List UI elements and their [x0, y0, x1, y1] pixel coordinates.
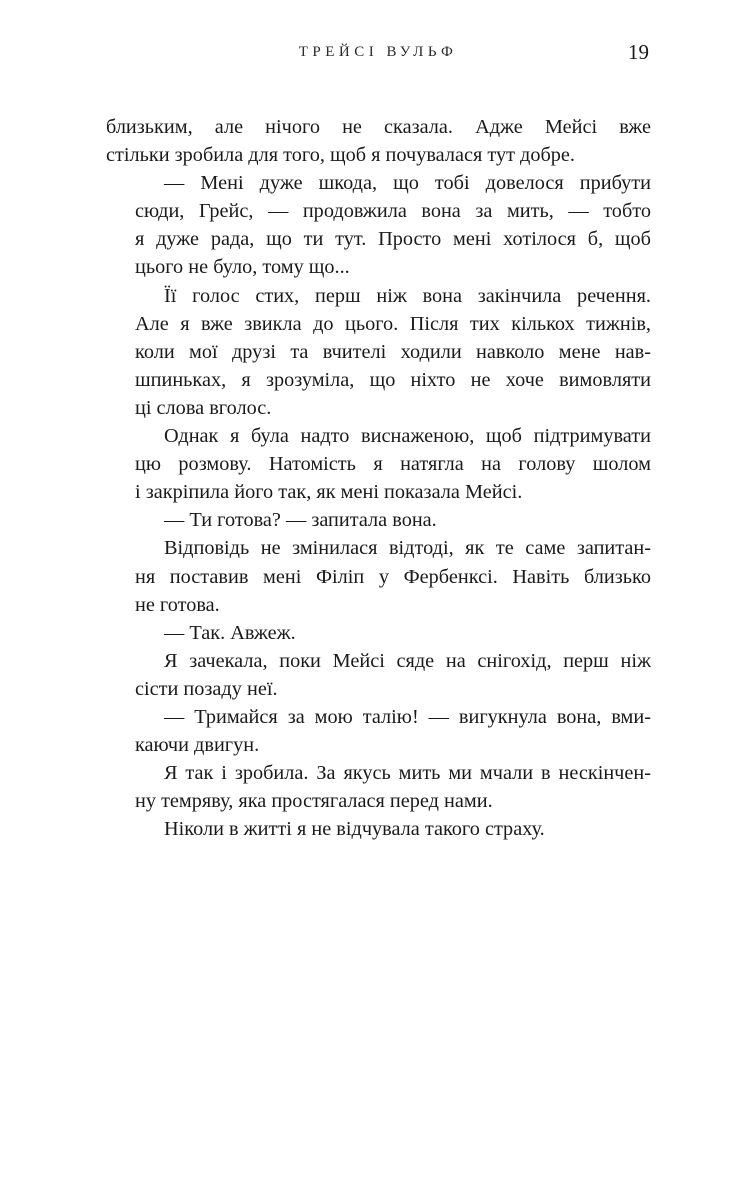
text-line: — Так. Авжеж.: [164, 621, 296, 644]
text-line: ня поставив мені Філіп у Фербенксі. Навіть близько: [135, 565, 651, 588]
text-line: сісти позаду неї.: [135, 677, 278, 700]
text-line: стільки зробила для того, щоб я почувалася тут добре.: [106, 144, 576, 167]
text-line: Але я вже звикла до цього. Після тих кількох тижнів,: [135, 312, 651, 335]
text-line: ну темряву, яка простягалася перед нами.: [135, 790, 493, 813]
text-line: шпиньках, я зрозуміла, що ніхто не хоче вимовляти: [135, 368, 651, 391]
text-line: цю розмову. Натомість я натягла на голову шолом: [135, 453, 651, 476]
paragraph: [106, 282, 651, 422]
paragraph: [106, 815, 651, 843]
text-line: — Ти готова? — запитала вона.: [164, 509, 437, 532]
text-line: не готова.: [135, 593, 220, 616]
text-line: Я так і зробила. За якусь мить ми мчали в нескінчен-: [164, 762, 651, 785]
text-line: близьким, але нічого не сказала. Адже Мейсі вже: [106, 116, 651, 138]
text-line: ці слова вголос.: [135, 396, 272, 419]
text-line: Її голос стих, перш ніж вона закінчила речення.: [164, 284, 651, 307]
paragraph: [106, 506, 651, 534]
text-line: Я зачекала, поки Мейсі сяде на снігохід, перш ніж: [164, 649, 651, 672]
text-line: і закріпила його так, як мені показала Мейсі.: [135, 481, 523, 504]
paragraph: [106, 759, 651, 815]
text-line: Однак я була надто виснаженою, щоб підтримувати: [164, 425, 651, 448]
text-line: цього не було, тому що...: [135, 256, 350, 279]
paragraph: [106, 534, 651, 618]
body-text: [106, 113, 651, 843]
paragraph: [106, 169, 651, 281]
running-head-author: ТРЕЙСІ ВУЛЬФ: [298, 44, 458, 60]
text-line: — Мені дуже шкода, що тобі довелося прибути: [164, 172, 651, 195]
paragraph: [106, 619, 651, 647]
text-line: я дуже рада, що ти тут. Просто мені хотілося б, щоб: [135, 228, 651, 251]
text-line: коли мої друзі та вчителі ходили навколо мене нав-: [135, 340, 651, 363]
text-line: сюди, Грейс, — продовжила вона за мить, — тобто: [135, 200, 651, 223]
text-line: — Тримайся за мою талію! — вигукнула вона, вми-: [164, 705, 651, 728]
text-line: каючи двигун.: [135, 734, 260, 757]
text-line: Ніколи в житті я не відчувала такого страху.: [164, 818, 545, 841]
page-number: 19: [628, 40, 649, 64]
text-line: Відповідь не змінилася відтоді, як те саме запитан-: [164, 537, 651, 560]
paragraph: [106, 422, 651, 506]
paragraph: [106, 647, 651, 703]
paragraph: [106, 113, 651, 169]
paragraph: [106, 703, 651, 759]
running-head: [0, 40, 756, 70]
